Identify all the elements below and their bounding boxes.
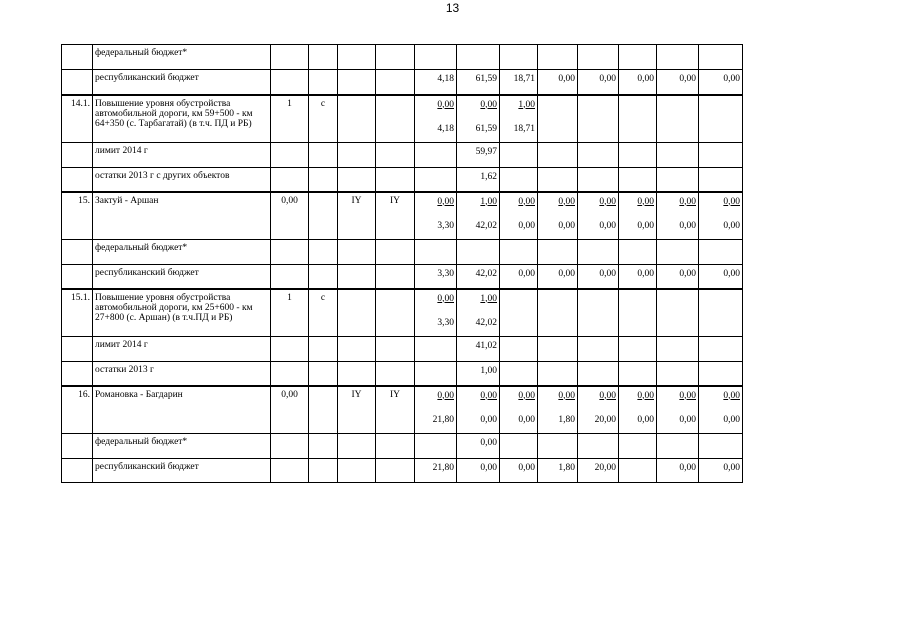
value-cell xyxy=(699,265,743,289)
value-top: 0,00 xyxy=(599,390,616,401)
value-cell xyxy=(415,95,457,143)
value-cell xyxy=(699,337,743,362)
row-name-cell: республиканский бюджет xyxy=(93,459,271,483)
value-top: 0,00 xyxy=(558,196,575,207)
table-row xyxy=(62,70,743,95)
row-name-cell: федеральный бюджет* xyxy=(93,434,271,459)
value-cell xyxy=(500,70,538,95)
value-top: 0,00 xyxy=(437,196,454,207)
quarter-end-cell: IY xyxy=(376,192,415,240)
row-number-cell xyxy=(62,240,93,265)
value-cell xyxy=(500,240,538,265)
value-cell xyxy=(457,337,500,362)
quarter-start-cell xyxy=(338,240,376,265)
quarter-end-cell xyxy=(376,168,415,192)
value-cell xyxy=(699,70,743,95)
value-cell xyxy=(619,240,657,265)
category-cell xyxy=(309,434,338,459)
value-cell xyxy=(415,362,457,386)
value-bottom: 42,02 xyxy=(475,269,497,279)
row-number-cell xyxy=(62,45,93,70)
row-number-cell xyxy=(62,459,93,483)
value-cell xyxy=(578,265,619,289)
value-cell xyxy=(500,143,538,168)
quarter-end-cell xyxy=(376,434,415,459)
value-top: 0,00 xyxy=(437,99,454,110)
value-bottom: 21,80 xyxy=(432,414,454,425)
value-cell xyxy=(699,168,743,192)
length-cell: 1 xyxy=(271,289,309,337)
value-cell xyxy=(619,95,657,143)
value-bottom: 0,00 xyxy=(723,414,740,425)
value-bottom: 4,18 xyxy=(437,123,454,134)
value-cell xyxy=(657,95,699,143)
value-top: 0,00 xyxy=(723,390,740,401)
row-number-cell xyxy=(62,362,93,386)
row-number-cell: 16. xyxy=(62,386,93,434)
value-cell xyxy=(457,265,500,289)
value-cell xyxy=(578,143,619,168)
value-bottom: 0,00 xyxy=(723,74,740,84)
quarter-end-cell xyxy=(376,95,415,143)
value-cell xyxy=(415,192,457,240)
value-cell xyxy=(578,95,619,143)
value-cell xyxy=(500,95,538,143)
value-cell xyxy=(578,192,619,240)
value-cell xyxy=(619,434,657,459)
length-cell xyxy=(271,337,309,362)
quarter-start-cell xyxy=(338,143,376,168)
row-name-cell: Повышение уровня обустройства автомобильной дороги, км 59+500 - км 64+350 (с. Тарбагатай) (в т.ч. ПД и РБ) xyxy=(93,95,271,143)
row-name-cell: республиканский бюджет xyxy=(93,70,271,95)
quarter-start-cell xyxy=(338,362,376,386)
value-cell xyxy=(619,337,657,362)
value-bottom: 0,00 xyxy=(679,220,696,231)
value-cell xyxy=(500,45,538,70)
value-cell xyxy=(415,70,457,95)
value-cell xyxy=(538,434,578,459)
value-cell xyxy=(415,459,457,483)
value-cell xyxy=(500,459,538,483)
quarter-end-cell xyxy=(376,240,415,265)
value-cell xyxy=(578,362,619,386)
value-cell xyxy=(699,386,743,434)
row-number-cell: 15. xyxy=(62,192,93,240)
value-bottom: 0,00 xyxy=(599,269,616,279)
quarter-end-cell xyxy=(376,362,415,386)
value-top: 0,00 xyxy=(637,390,654,401)
value-cell xyxy=(657,459,699,483)
value-bottom: 20,00 xyxy=(594,463,616,473)
value-top: 0,00 xyxy=(480,390,497,401)
value-cell xyxy=(457,45,500,70)
value-cell xyxy=(657,337,699,362)
value-bottom: 0,00 xyxy=(558,220,575,231)
category-cell xyxy=(309,70,338,95)
value-bottom: 3,30 xyxy=(437,317,454,328)
value-cell xyxy=(538,168,578,192)
value-bottom: 0,00 xyxy=(480,463,497,473)
value-cell xyxy=(457,289,500,337)
value-cell xyxy=(538,337,578,362)
value-bottom: 1,62 xyxy=(480,172,497,182)
quarter-end-cell xyxy=(376,70,415,95)
value-cell xyxy=(538,459,578,483)
value-cell xyxy=(699,289,743,337)
quarter-start-cell xyxy=(338,337,376,362)
budget-table xyxy=(61,44,743,483)
value-cell xyxy=(415,168,457,192)
value-bottom: 61,59 xyxy=(475,74,497,84)
value-bottom: 0,00 xyxy=(558,269,575,279)
quarter-start-cell xyxy=(338,70,376,95)
quarter-end-cell xyxy=(376,459,415,483)
category-cell: с xyxy=(309,95,338,143)
category-cell xyxy=(309,386,338,434)
value-cell xyxy=(538,143,578,168)
value-top: 0,00 xyxy=(679,390,696,401)
table-row xyxy=(62,168,743,192)
value-cell xyxy=(619,143,657,168)
value-top: 1,00 xyxy=(518,99,535,110)
table-row xyxy=(62,240,743,265)
value-cell xyxy=(657,45,699,70)
row-name-cell: остатки 2013 г с других объектов xyxy=(93,168,271,192)
category-cell xyxy=(309,362,338,386)
row-name-cell: республиканский бюджет xyxy=(93,265,271,289)
value-cell xyxy=(699,362,743,386)
value-bottom: 1,00 xyxy=(480,366,497,376)
table-row xyxy=(62,386,743,434)
value-cell xyxy=(538,289,578,337)
length-cell xyxy=(271,265,309,289)
value-cell xyxy=(500,168,538,192)
value-bottom: 0,00 xyxy=(518,269,535,279)
value-bottom: 0,00 xyxy=(518,463,535,473)
value-cell xyxy=(457,143,500,168)
value-cell xyxy=(619,459,657,483)
value-cell xyxy=(457,70,500,95)
length-cell: 1 xyxy=(271,95,309,143)
row-number-cell xyxy=(62,265,93,289)
quarter-end-cell xyxy=(376,265,415,289)
value-cell xyxy=(415,265,457,289)
quarter-start-cell xyxy=(338,459,376,483)
category-cell: с xyxy=(309,289,338,337)
value-bottom: 0,00 xyxy=(637,74,654,84)
value-bottom: 42,02 xyxy=(475,317,497,328)
value-cell xyxy=(699,434,743,459)
value-bottom: 0,00 xyxy=(480,438,497,448)
quarter-start-cell: IY xyxy=(338,192,376,240)
table-row xyxy=(62,45,743,70)
value-bottom: 0,00 xyxy=(480,414,497,425)
value-cell xyxy=(619,168,657,192)
row-number-cell xyxy=(62,70,93,95)
value-cell xyxy=(699,240,743,265)
value-cell xyxy=(538,240,578,265)
value-cell xyxy=(500,265,538,289)
length-cell xyxy=(271,143,309,168)
value-cell xyxy=(457,459,500,483)
length-cell xyxy=(271,168,309,192)
value-cell xyxy=(657,143,699,168)
table-row xyxy=(62,434,743,459)
value-bottom: 20,00 xyxy=(594,414,616,425)
page-number: 13 xyxy=(445,1,460,15)
value-top: 0,00 xyxy=(480,99,497,110)
length-cell xyxy=(271,70,309,95)
value-top: 1,00 xyxy=(480,196,497,207)
value-bottom: 0,00 xyxy=(679,74,696,84)
quarter-start-cell: IY xyxy=(338,386,376,434)
quarter-start-cell xyxy=(338,45,376,70)
table-row xyxy=(62,143,743,168)
value-cell xyxy=(457,362,500,386)
value-cell xyxy=(415,434,457,459)
value-cell xyxy=(538,362,578,386)
value-cell xyxy=(457,386,500,434)
row-name-cell: федеральный бюджет* xyxy=(93,240,271,265)
value-cell xyxy=(500,192,538,240)
value-cell xyxy=(699,95,743,143)
value-cell xyxy=(657,289,699,337)
value-cell xyxy=(657,192,699,240)
value-cell xyxy=(415,45,457,70)
value-cell xyxy=(415,337,457,362)
value-cell xyxy=(578,168,619,192)
value-bottom: 4,18 xyxy=(437,74,454,84)
value-cell xyxy=(619,289,657,337)
value-bottom: 0,00 xyxy=(599,74,616,84)
value-cell xyxy=(500,337,538,362)
value-top: 0,00 xyxy=(558,390,575,401)
value-cell xyxy=(699,45,743,70)
value-cell xyxy=(578,45,619,70)
value-cell xyxy=(578,386,619,434)
quarter-start-cell xyxy=(338,434,376,459)
value-cell xyxy=(578,337,619,362)
value-top: 0,00 xyxy=(599,196,616,207)
value-cell xyxy=(619,45,657,70)
value-bottom: 18,71 xyxy=(513,74,535,84)
value-bottom: 0,00 xyxy=(679,269,696,279)
value-cell xyxy=(415,289,457,337)
value-cell xyxy=(657,168,699,192)
table-row xyxy=(62,362,743,386)
value-bottom: 0,00 xyxy=(637,414,654,425)
value-top: 0,00 xyxy=(518,390,535,401)
quarter-end-cell xyxy=(376,289,415,337)
value-cell xyxy=(578,240,619,265)
category-cell xyxy=(309,143,338,168)
length-cell xyxy=(271,362,309,386)
value-cell xyxy=(538,45,578,70)
length-cell xyxy=(271,459,309,483)
row-number-cell xyxy=(62,143,93,168)
length-cell xyxy=(271,45,309,70)
quarter-end-cell xyxy=(376,45,415,70)
value-cell xyxy=(457,240,500,265)
table-row xyxy=(62,192,743,240)
category-cell xyxy=(309,337,338,362)
value-cell xyxy=(699,192,743,240)
value-cell xyxy=(415,240,457,265)
value-cell xyxy=(538,192,578,240)
row-name-cell: лимит 2014 г xyxy=(93,337,271,362)
table-row xyxy=(62,95,743,143)
value-cell xyxy=(415,143,457,168)
category-cell xyxy=(309,459,338,483)
value-cell xyxy=(500,362,538,386)
row-number-cell xyxy=(62,337,93,362)
value-cell xyxy=(699,459,743,483)
value-cell xyxy=(657,386,699,434)
value-top: 0,00 xyxy=(437,390,454,401)
row-number-cell xyxy=(62,434,93,459)
value-cell xyxy=(619,386,657,434)
length-cell xyxy=(271,434,309,459)
row-name-cell: остатки 2013 г xyxy=(93,362,271,386)
value-top: 0,00 xyxy=(437,293,454,304)
value-cell xyxy=(500,434,538,459)
value-cell xyxy=(657,434,699,459)
length-cell xyxy=(271,240,309,265)
value-bottom: 0,00 xyxy=(637,269,654,279)
value-bottom: 1,80 xyxy=(558,463,575,473)
value-bottom: 0,00 xyxy=(679,414,696,425)
value-cell xyxy=(457,434,500,459)
value-cell xyxy=(657,265,699,289)
value-bottom: 0,00 xyxy=(723,269,740,279)
value-cell xyxy=(657,362,699,386)
value-cell xyxy=(578,459,619,483)
value-top: 0,00 xyxy=(679,196,696,207)
value-cell xyxy=(538,95,578,143)
value-bottom: 0,00 xyxy=(637,220,654,231)
value-cell xyxy=(538,265,578,289)
quarter-start-cell xyxy=(338,265,376,289)
value-bottom: 0,00 xyxy=(518,414,535,425)
category-cell xyxy=(309,265,338,289)
value-bottom: 0,00 xyxy=(558,74,575,84)
quarter-end-cell xyxy=(376,143,415,168)
category-cell xyxy=(309,240,338,265)
value-top: 1,00 xyxy=(480,293,497,304)
row-number-cell: 15.1. xyxy=(62,289,93,337)
row-name-cell: лимит 2014 г xyxy=(93,143,271,168)
row-name-cell: Повышение уровня обустройства автомобильной дороги, км 25+600 - км 27+800 (с. Аршан) (в т.ч.ПД и РБ) xyxy=(93,289,271,337)
value-cell xyxy=(578,70,619,95)
row-number-cell: 14.1. xyxy=(62,95,93,143)
value-cell xyxy=(699,143,743,168)
value-cell xyxy=(457,192,500,240)
value-bottom: 41,02 xyxy=(475,341,497,351)
table-row xyxy=(62,337,743,362)
value-cell xyxy=(657,240,699,265)
table-row xyxy=(62,265,743,289)
value-bottom: 61,59 xyxy=(475,123,497,134)
row-name-cell: Зактуй - Аршан xyxy=(93,192,271,240)
value-bottom: 0,00 xyxy=(723,220,740,231)
value-cell xyxy=(578,289,619,337)
value-bottom: 0,00 xyxy=(599,220,616,231)
length-cell: 0,00 xyxy=(271,386,309,434)
value-bottom: 1,80 xyxy=(558,414,575,425)
value-cell xyxy=(619,192,657,240)
value-cell xyxy=(538,386,578,434)
row-name-cell: Романовка - Багдарин xyxy=(93,386,271,434)
value-bottom: 18,71 xyxy=(513,123,535,134)
value-top: 0,00 xyxy=(518,196,535,207)
value-bottom: 3,30 xyxy=(437,220,454,231)
value-cell xyxy=(500,289,538,337)
value-bottom: 21,80 xyxy=(432,463,454,473)
value-cell xyxy=(657,70,699,95)
quarter-start-cell xyxy=(338,168,376,192)
category-cell xyxy=(309,168,338,192)
value-cell xyxy=(619,70,657,95)
table-row xyxy=(62,459,743,483)
value-bottom: 42,02 xyxy=(475,220,497,231)
value-cell xyxy=(578,434,619,459)
value-cell xyxy=(619,362,657,386)
quarter-start-cell xyxy=(338,95,376,143)
value-cell xyxy=(538,70,578,95)
value-bottom: 0,00 xyxy=(723,463,740,473)
quarter-start-cell xyxy=(338,289,376,337)
value-bottom: 59,97 xyxy=(475,147,497,157)
category-cell xyxy=(309,192,338,240)
value-top: 0,00 xyxy=(637,196,654,207)
value-cell xyxy=(500,386,538,434)
value-cell xyxy=(457,95,500,143)
value-bottom: 0,00 xyxy=(679,463,696,473)
value-bottom: 0,00 xyxy=(518,220,535,231)
length-cell: 0,00 xyxy=(271,192,309,240)
row-name-cell: федеральный бюджет* xyxy=(93,45,271,70)
value-cell xyxy=(619,265,657,289)
table-row xyxy=(62,289,743,337)
value-cell xyxy=(457,168,500,192)
quarter-end-cell xyxy=(376,337,415,362)
row-number-cell xyxy=(62,168,93,192)
value-cell xyxy=(415,386,457,434)
value-bottom: 3,30 xyxy=(437,269,454,279)
value-top: 0,00 xyxy=(723,196,740,207)
category-cell xyxy=(309,45,338,70)
quarter-end-cell: IY xyxy=(376,386,415,434)
